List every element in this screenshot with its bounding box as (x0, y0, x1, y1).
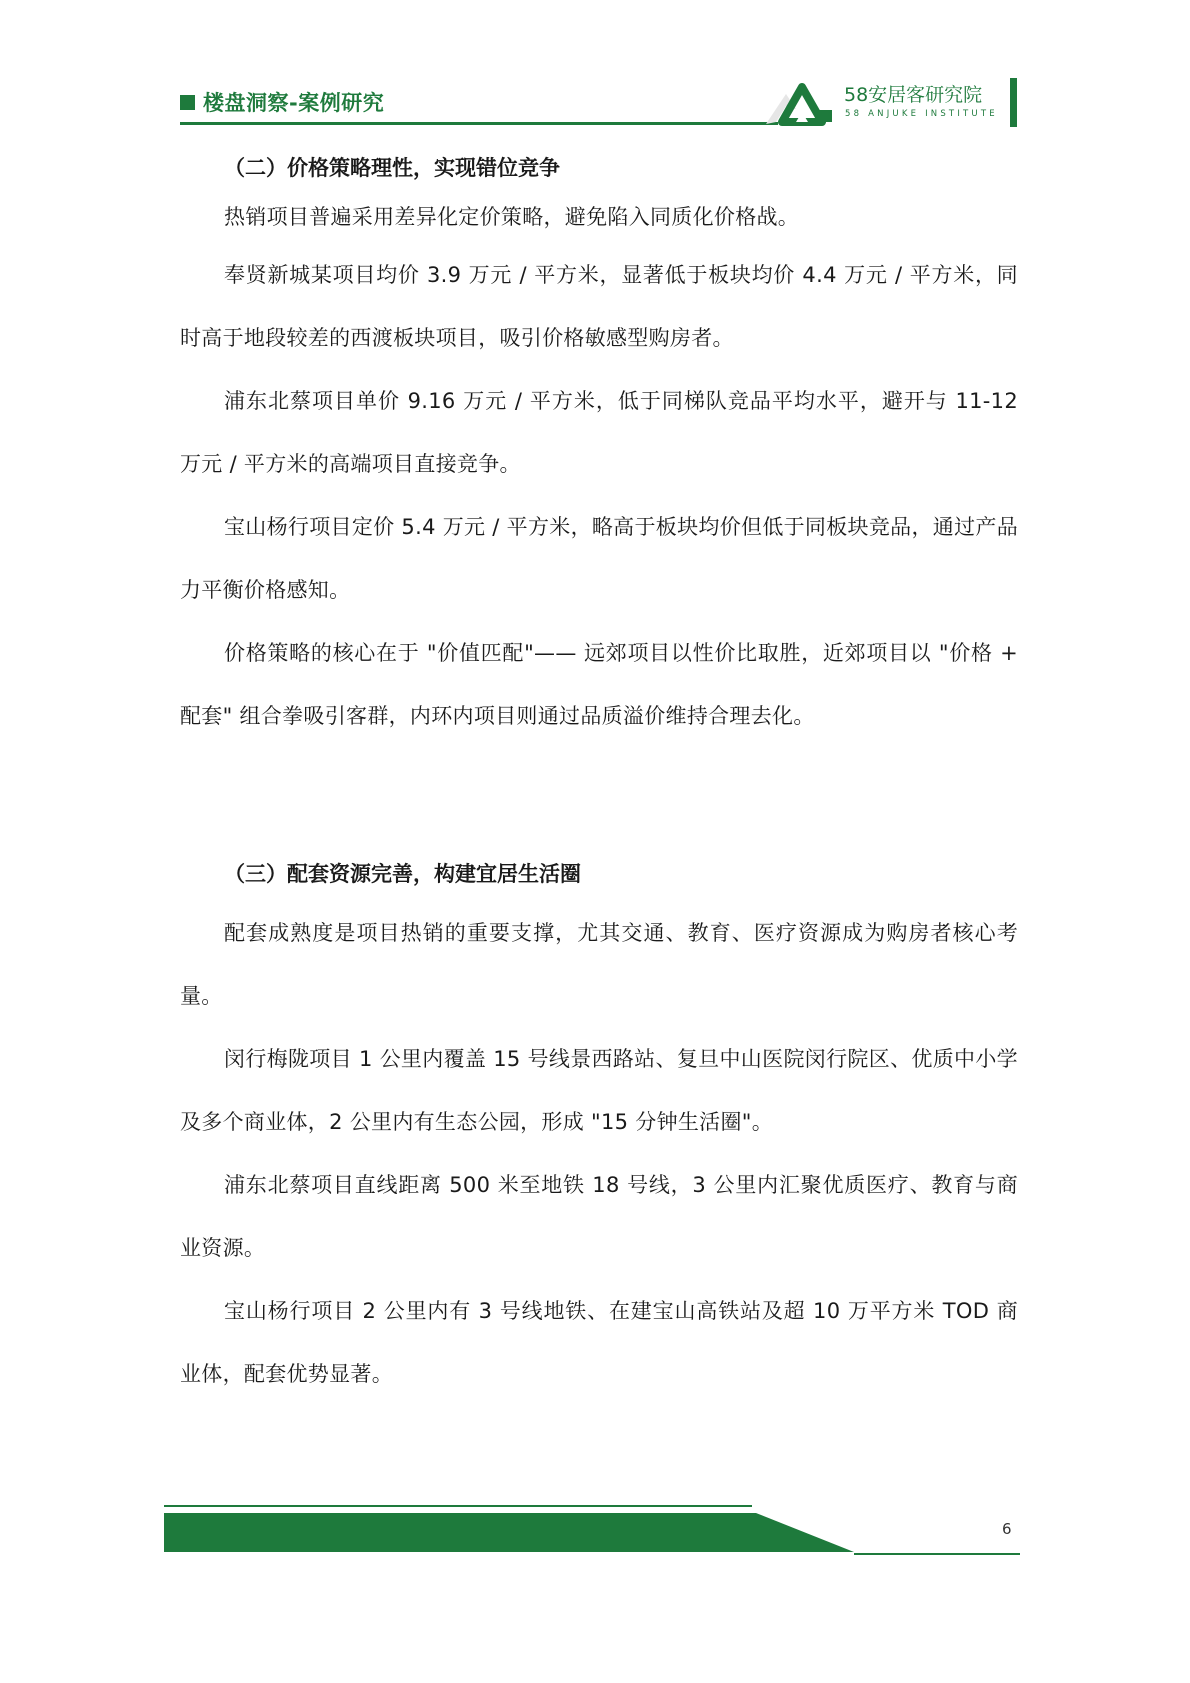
header-accent-bar (1010, 78, 1017, 127)
paragraph: 宝山杨行项目 2 公里内有 3 号线地铁、在建宝山高铁站及超 10 万平方米 TOD 商业体，配套优势显著。 (180, 1299, 1018, 1386)
header-marker (180, 95, 195, 110)
header-title: 楼盘洞察-案例研究 (203, 91, 385, 115)
header-divider (180, 122, 778, 125)
logo-subtitle: 58 ANJUKE INSTITUTE (845, 109, 998, 119)
paragraph: 浦东北蔡项目单价 9.16 万元 / 平方米，低于同梯队竞品平均水平，避开与 11-12 万元 / 平方米的高端项目直接竞争。 (180, 389, 1018, 476)
paragraph: 热销项目普遍采用差异化定价策略，避免陷入同质化价格战。 (224, 205, 800, 229)
section-heading-price-strategy: （二）价格策略理性，实现错位竞争 (224, 156, 560, 180)
logo-triangle-icon (762, 82, 838, 128)
paragraph: 浦东北蔡项目直线距离 500 米至地铁 18 号线，3 公里内汇聚优质医疗、教育与商业资源。 (180, 1173, 1018, 1260)
paragraph: 配套成熟度是项目热销的重要支撑，尤其交通、教育、医疗资源成为购房者核心考量。 (180, 921, 1018, 1008)
paragraph: 闵行梅陇项目 1 公里内覆盖 15 号线景西路站、复旦中山医院闵行院区、优质中小学及多个商业体，2 公里内有生态公园，形成 "15 分钟生活圈"。 (180, 1047, 1018, 1134)
institute-logo (762, 82, 1022, 128)
section-heading-amenities: （三）配套资源完善，构建宜居生活圈 (224, 862, 581, 886)
paragraph: 奉贤新城某项目均价 3.9 万元 / 平方米，显著低于板块均价 4.4 万元 / 平方米，同时高于地段较差的西渡板块项目，吸引价格敏感型购房者。 (180, 263, 1018, 350)
paragraph: 价格策略的核心在于 "价值匹配"—— 远郊项目以性价比取胜，近郊项目以 "价格 + 配套" 组合拳吸引客群，内环内项目则通过品质溢价维持合理去化。 (180, 641, 1018, 728)
logo-name: 58安居客研究院 (844, 84, 983, 106)
footer-band (164, 1505, 1020, 1557)
paragraph: 宝山杨行项目定价 5.4 万元 / 平方米，略高于板块均价但低于同板块竞品，通过产品力平衡价格感知。 (180, 515, 1018, 602)
page-number: 6 (1002, 1520, 1012, 1538)
